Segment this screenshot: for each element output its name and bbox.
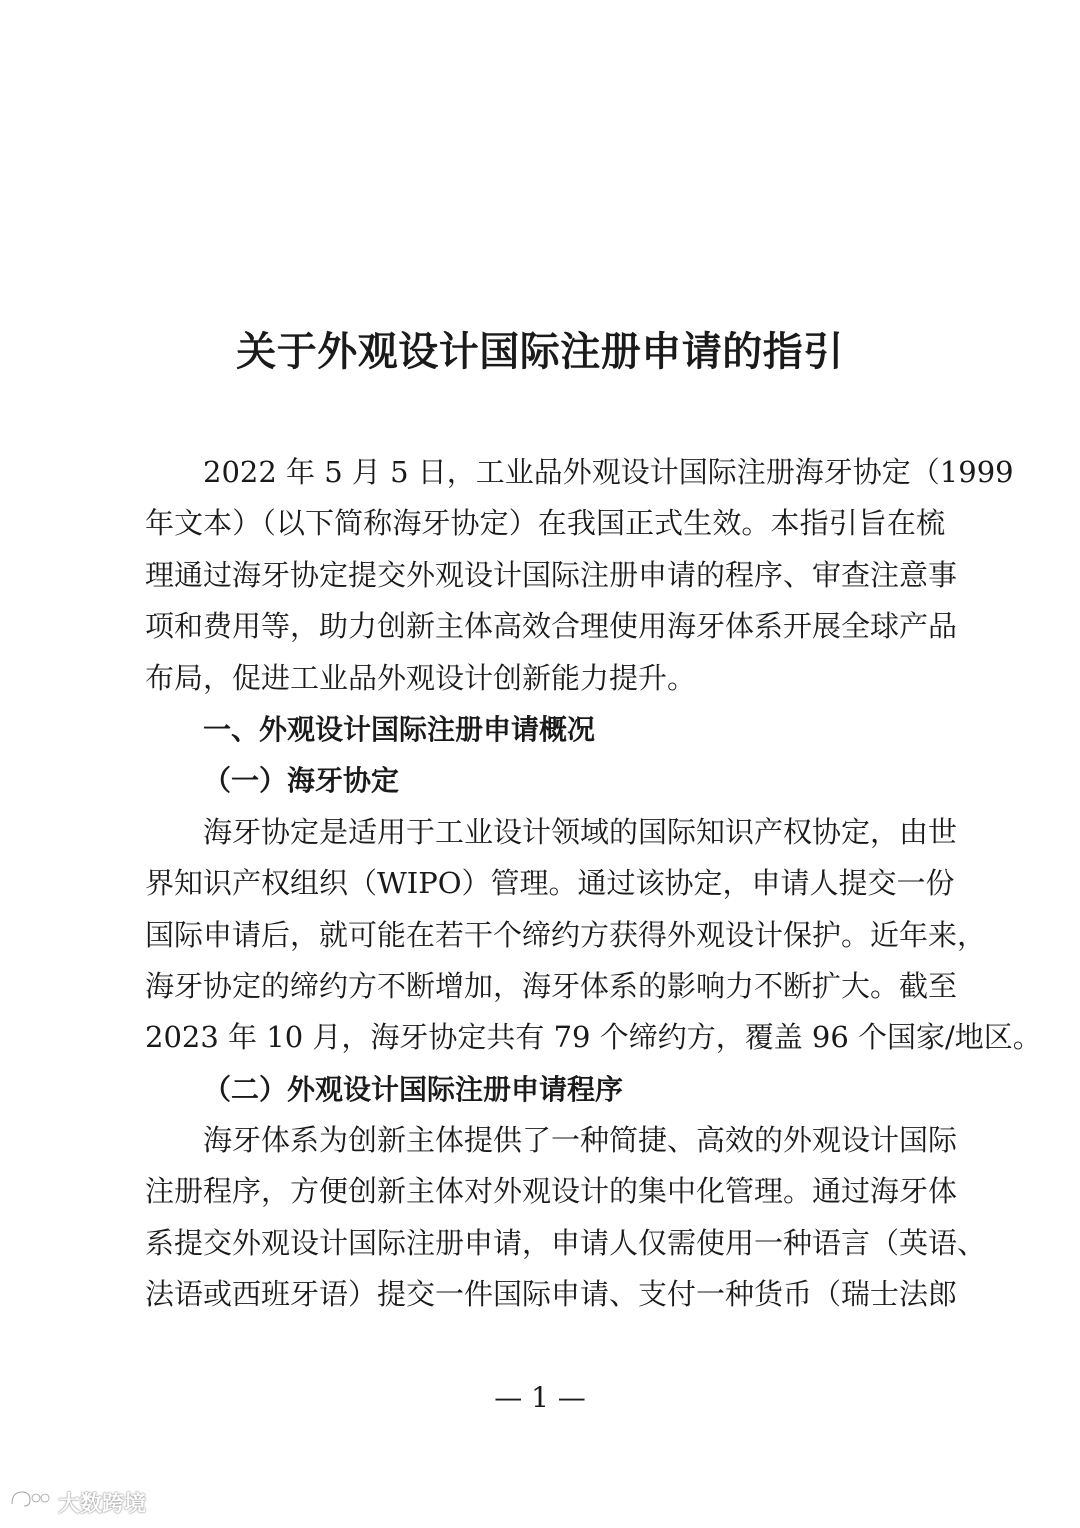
watermark	[8, 1486, 146, 1518]
text-line: 海牙体系为创新主体提供了一种简捷、高效的外观设计国际	[203, 1123, 958, 1158]
text-line: 注册程序，方便创新主体对外观设计的集中化管理。通过海牙体	[145, 1174, 958, 1209]
text-line: 界知识产权组织（WIPO）管理。通过该协定，申请人提交一份	[145, 866, 955, 901]
page-number: — 1 —	[494, 1381, 586, 1414]
text-line: 年文本）（以下简称海牙协定）在我国正式生效。本指引旨在梳	[145, 506, 945, 541]
subsection-heading: （一）海牙协定	[203, 764, 400, 798]
text-line: 2022 年 5 月 5 日，工业品外观设计国际注册海牙协定（1999	[203, 455, 1014, 489]
text-line: 项和费用等，助力创新主体高效合理使用海牙体系开展全球产品	[145, 609, 958, 644]
document-body	[145, 447, 1042, 1321]
subsection-heading: （二）外观设计国际注册申请程序	[203, 1072, 624, 1106]
logo-icon	[8, 1486, 52, 1518]
text-line: 法语或西班牙语）提交一件国际申请、支付一种货币（瑞士法郎	[145, 1277, 958, 1312]
paragraph-hague-agreement	[145, 807, 1042, 1064]
text-line: 2023 年 10 月，海牙协定共有 79 个缔约方，覆盖 96 个国家/地区。	[145, 1020, 1042, 1055]
section-heading: 一、外观设计国际注册申请概况	[203, 712, 596, 746]
text-line: 海牙协定是适用于工业设计领域的国际知识产权协定，由世	[203, 814, 958, 849]
document-title: 关于外观设计国际注册申请的指引	[236, 329, 844, 375]
paragraph-intro	[145, 447, 1014, 704]
paragraph-procedure	[145, 1115, 987, 1321]
text-line: 布局，促进工业品外观设计创新能力提升。	[145, 660, 697, 695]
text-line: 系提交外观设计国际注册申请，申请人仅需使用一种语言（英语、	[145, 1225, 987, 1260]
text-line: 理通过海牙协定提交外观设计国际注册申请的程序、审查注意事	[145, 557, 958, 592]
text-line: 国际申请后，就可能在若干个缔约方获得外观设计保护。近年来，	[145, 917, 987, 952]
text-line: 海牙协定的缔约方不断增加，海牙体系的影响力不断扩大。截至	[145, 968, 958, 1003]
watermark-text: 大数跨境	[58, 1491, 147, 1517]
